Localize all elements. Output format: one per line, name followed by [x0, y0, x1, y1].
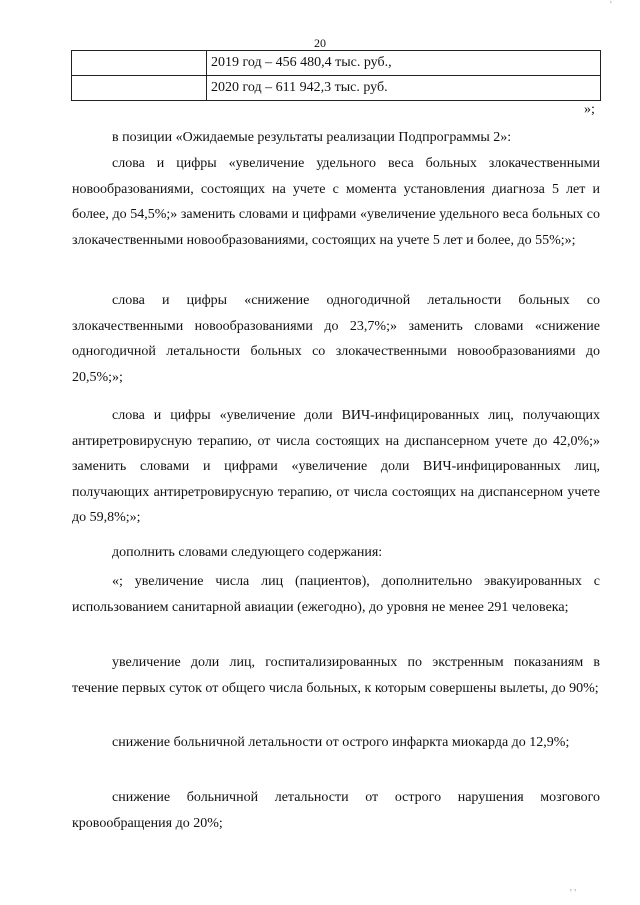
text-block	[72, 540, 600, 566]
paragraph-amendment-2: слова и цифры «снижение одногодичной летальности больных со злокачественными новообразованиями до 23,7%;» заменить словами «снижение одногодичной летальности больных со злокачественными новообразованиями до 20,5%;»;	[72, 293, 600, 385]
table-cell-label	[72, 76, 207, 101]
paragraph-addition-4: снижение больничной летальности от острого нарушения мозгового кровообращения до 20%;	[72, 790, 600, 831]
scan-mark-top: '	[610, 0, 612, 11]
text-block	[72, 730, 600, 756]
funding-table	[71, 50, 601, 101]
text-block	[72, 650, 600, 701]
text-block	[72, 785, 600, 836]
paragraph-addition-1: «; увеличение числа лиц (пациентов), дополнительно эвакуированных с использованием санитарной авиации (ежегодно), до уровня не менее 291 человека;	[72, 574, 600, 615]
text-block	[72, 151, 600, 253]
text-block	[72, 403, 600, 531]
text-block	[72, 288, 600, 390]
table-row	[72, 51, 601, 76]
table-cell-label	[72, 51, 207, 76]
paragraph-amendment-3: слова и цифры «увеличение доли ВИЧ-инфицированных лиц, получающих антиретровирусную терапию, от числа состоящих на диспансерном учете до 42,0%;» заменить словами и цифрами «увеличение доли ВИЧ-инфицированных лиц, получающих антиретровирусную терапию, от числа состоящих на диспансерном учете до 59,8%;»;	[72, 408, 600, 526]
paragraph-amendment-1: слова и цифры «увеличение удельного веса больных злокачественными новообразованиями, состоящих на учете с момента установления диагноза 5 лет и более, до 54,5%;» заменить словами и цифрами «увеличение удельного веса больных со злокачественными новообразованиями, состоящих на учете 5 лет и более, до 55%;»;	[72, 156, 600, 248]
scan-mark-bottom: ' '	[570, 888, 577, 899]
paragraph-addition-intro: дополнить словами следующего содержания:	[112, 545, 383, 560]
page-number: 20	[314, 36, 326, 50]
closing-quote: »;	[584, 102, 595, 117]
table-cell-value: 2020 год – 611 942,3 тыс. руб.	[207, 76, 601, 101]
paragraph-addition-2: увеличение доли лиц, госпитализированных по экстренным показаниям в течение первых суток от общего числа больных, к которым совершены вылеты, до 90%;	[72, 655, 600, 696]
table-row	[72, 76, 601, 101]
text-block	[72, 125, 600, 151]
table-cell-value: 2019 год – 456 480,4 тыс. руб.,	[207, 51, 601, 76]
text-block	[72, 569, 600, 620]
paragraph-position-heading: в позиции «Ожидаемые результаты реализации Подпрограммы 2»:	[112, 130, 512, 145]
paragraph-addition-3: снижение больничной летальности от острого инфаркта миокарда до 12,9%;	[112, 735, 570, 750]
